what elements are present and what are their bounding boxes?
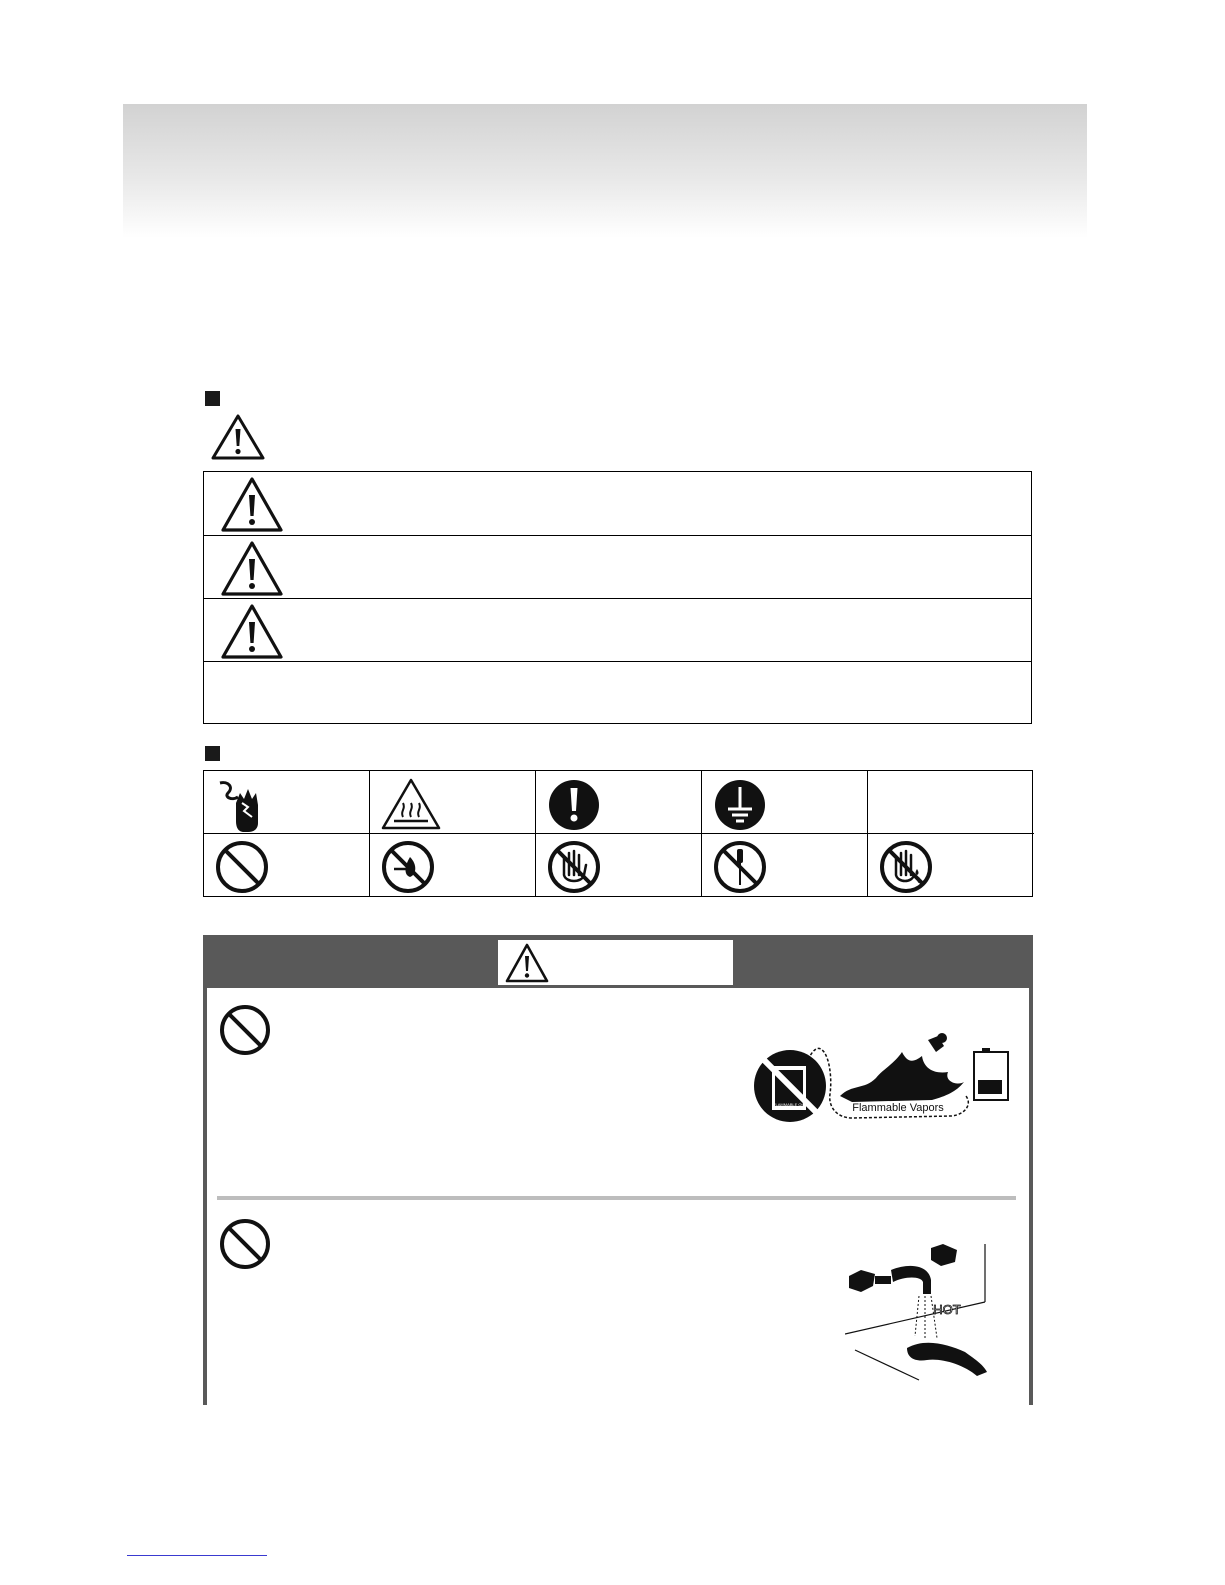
prohibited-icon: [214, 839, 270, 895]
no-fire-icon: [380, 839, 436, 895]
container-label: FLAMMABLE OIL: [773, 1102, 805, 1107]
header-band: [123, 104, 1087, 238]
ground-icon: [712, 777, 768, 833]
illustration-caption: Flammable Vapors: [852, 1102, 944, 1114]
level-row: [204, 598, 1031, 661]
hot-label: HOT: [933, 1302, 961, 1317]
level-row: [204, 535, 1031, 598]
level-row: [204, 661, 1031, 723]
prohibited-icon: [218, 1003, 272, 1057]
symbol-cell: [702, 833, 868, 896]
warning-triangle-icon: [220, 540, 284, 597]
symbol-cell: [702, 771, 868, 834]
hot-water-tap-illustration: [845, 1240, 995, 1385]
symbol-cell: [204, 833, 370, 896]
no-wet-hands-icon: [878, 839, 934, 895]
mandatory-action-icon: [546, 777, 602, 833]
warning-label-box: [498, 940, 733, 985]
symbol-cell: [536, 771, 702, 834]
item-divider: [217, 1196, 1016, 1200]
symbols-table: [203, 770, 1033, 897]
symbol-cell: [370, 771, 536, 834]
section-marker-levels: [205, 391, 220, 406]
safety-levels-table: [203, 471, 1032, 724]
flammable-vapors-illustration: [752, 1030, 1014, 1128]
warning-triangle-icon: [220, 603, 284, 660]
symbol-cell: [536, 833, 702, 896]
symbol-cell-empty: [868, 771, 1034, 834]
symbol-cell: [370, 833, 536, 896]
electric-shock-icon: [214, 777, 274, 833]
prohibited-icon: [218, 1217, 272, 1271]
footer-link[interactable]: [127, 1555, 267, 1556]
warning-triangle-icon: [504, 942, 550, 984]
symbol-cell: [868, 833, 1034, 896]
warning-triangle-icon: [210, 413, 266, 461]
warning-triangle-icon: [220, 476, 284, 533]
symbol-cell: [204, 771, 370, 834]
do-not-touch-icon: [546, 839, 602, 895]
hot-surface-icon: [380, 777, 442, 833]
section-marker-symbols: [205, 746, 220, 761]
level-row: [204, 472, 1031, 535]
do-not-disassemble-icon: [712, 839, 768, 895]
